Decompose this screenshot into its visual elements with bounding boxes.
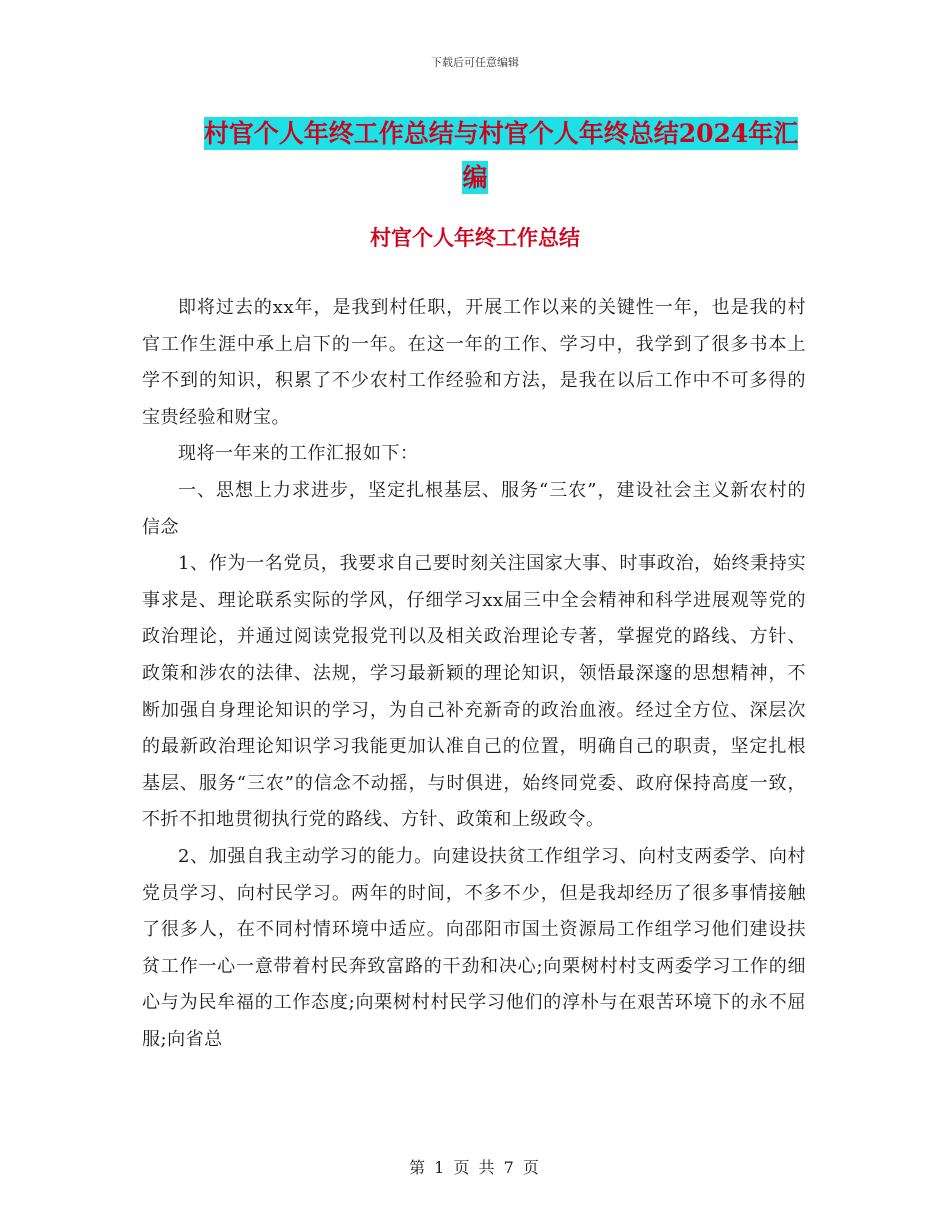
paragraph: 现将一年来的工作汇报如下： [178,443,419,465]
page-number: 第 1 页 共 7 页 [409,1158,541,1177]
title-line-1 [0,112,950,156]
paragraph: 2、加强自我主动学习的能力。向建设扶贫工作组学习、向村支两委学、向村党员学习、向村民学习。两年的时间，不多不少，但是我却经历了很多事情接触了很多人，在不同村情环境中适应。向邵阳市国土资源局工作组学习他们建设扶贫工作一心一意带着村民奔致富路的干劲和决心;向栗树村村支两委学习工作的细心与为民牟福的工作态度;向栗树村村民学习他们的淳朴与在艰苦环境下的永不屈服;向省总 [142,845,806,1050]
title-highlight-1: 村官个人年终工作总结与村官个人年终总结2024年汇 [203,119,799,148]
title-highlight-2: 编 [462,163,488,192]
paragraph: 1、作为一名党员，我要求自己要时刻关注国家大事、时事政治，始终秉持实事求是、理论联系实际的学风，仔细学习xx届三中全会精神和科学进展观等党的政治理论，并通过阅读党报党刊以及相关政治理论专著，掌握党的路线、方针、政策和涉农的法律、法规，学习最新颖的理论知识，领悟最深邃的思想精神，不断加强自身理论知识的学习，为自己补充新奇的政治血液。经过全方位、深层次的最新政治理论知识学习我能更加认准自己的位置，明确自己的职责，坚定扎根基层、服务“三农”的信念不动摇，与时俱进，始终同党委、政府保持高度一致，不折不扣地贯彻执行党的路线、方针、政策和上级政令。 [142,553,806,831]
paragraph: 一、思想上力求进步，坚定扎根基层、服务“三农”，建设社会主义新农村的信念 [142,479,806,538]
document-title [0,112,950,200]
title-line-2 [0,156,950,200]
paragraph: 即将过去的xx年，是我到村任职，开展工作以来的关键性一年，也是我的村官工作生涯中承上启下的一年。在这一年的工作、学习中，我学到了很多书本上学不到的知识，积累了不少农村工作经验和方法，是我在以后工作中不可多得的宝贵经验和财宝。 [142,297,806,428]
body-text [142,290,806,1058]
section-title: 村官个人年终工作总结 [370,225,580,250]
header-note: 下载后可任意编辑 [431,56,519,69]
